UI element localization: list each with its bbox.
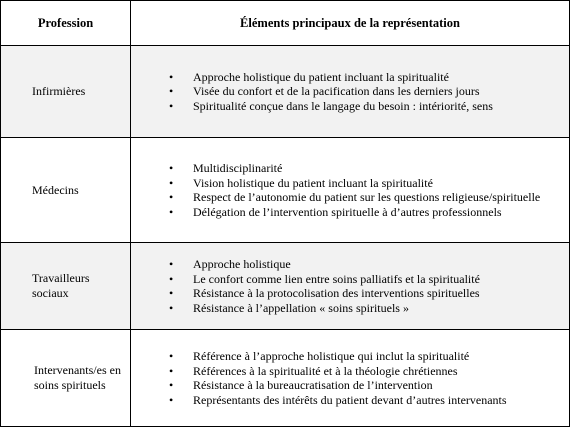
bullet-icon: •	[169, 98, 174, 113]
bullet-icon: •	[169, 286, 174, 300]
header-elements: Éléments principaux de la représentation	[131, 1, 570, 46]
table-row-intervenants	[1, 330, 570, 427]
bullet-icon: •	[169, 349, 174, 363]
list-item: • Résistance à l’appellation « soins spirituels »	[169, 300, 409, 315]
list-item: • Approche holistique	[169, 257, 291, 271]
bullet-icon: •	[169, 300, 174, 315]
elements-list	[169, 70, 565, 114]
elements-cell	[131, 330, 570, 427]
bullet-icon: •	[169, 84, 174, 99]
header-profession: Profession	[1, 1, 131, 46]
list-item: • Respect de l’autonomie du patient sur les questions religieuse/spirituelle	[169, 190, 541, 204]
list-item: • Approche holistique du patient incluant la spiritualité	[169, 69, 449, 84]
list-item: • Vision holistique du patient incluant la spiritualité	[169, 175, 433, 190]
profession-cell: Intervenants/es en soins spirituels	[1, 330, 131, 427]
elements-cell	[131, 243, 570, 330]
bullet-icon: •	[169, 271, 174, 286]
elements-list	[169, 349, 565, 407]
bullet-icon: •	[169, 363, 174, 378]
elements-list	[169, 257, 565, 315]
elements-cell	[131, 138, 570, 243]
profession-cell: Travailleurs sociaux	[1, 243, 131, 330]
elements-list	[169, 161, 565, 219]
list-item: • Multidisciplinarité	[169, 161, 283, 175]
list-item: • Spiritualité conçue dans le langage du besoin : intériorité, sens	[169, 98, 493, 113]
table-row-infirmieres	[1, 46, 570, 138]
list-item: • Représentants des intérêts du patient devant d’autres intervenants	[169, 392, 507, 407]
bullet-icon: •	[169, 190, 174, 204]
list-item: • Référence à l’approche holistique qui inclut la spiritualité	[169, 349, 470, 363]
bullet-icon: •	[169, 69, 174, 84]
table-header-row	[1, 1, 570, 46]
list-item: • Références à la spiritualité et à la théologie chrétiennes	[169, 363, 458, 378]
bullet-icon: •	[169, 175, 174, 190]
bullet-icon: •	[169, 392, 174, 407]
bullet-icon: •	[169, 204, 174, 219]
profession-cell: Infirmières	[1, 46, 131, 138]
bullet-icon: •	[169, 378, 174, 392]
list-item: • Résistance à la protocolisation des interventions spirituelles	[169, 286, 480, 300]
list-item: • Délégation de l’intervention spirituelle à d’autres professionnels	[169, 204, 502, 219]
list-item: • Résistance à la bureaucratisation de l’intervention	[169, 378, 433, 392]
bullet-icon: •	[169, 257, 174, 271]
bullet-icon: •	[169, 161, 174, 175]
profession-cell: Médecins	[1, 138, 131, 243]
list-item: • Le confort comme lien entre soins palliatifs et la spiritualité	[169, 271, 480, 286]
list-item: • Visée du confort et de la pacification dans les derniers jours	[169, 84, 480, 99]
table-row-travailleurs-sociaux	[1, 243, 570, 330]
table-row-medecins	[1, 138, 570, 243]
elements-cell	[131, 46, 570, 138]
